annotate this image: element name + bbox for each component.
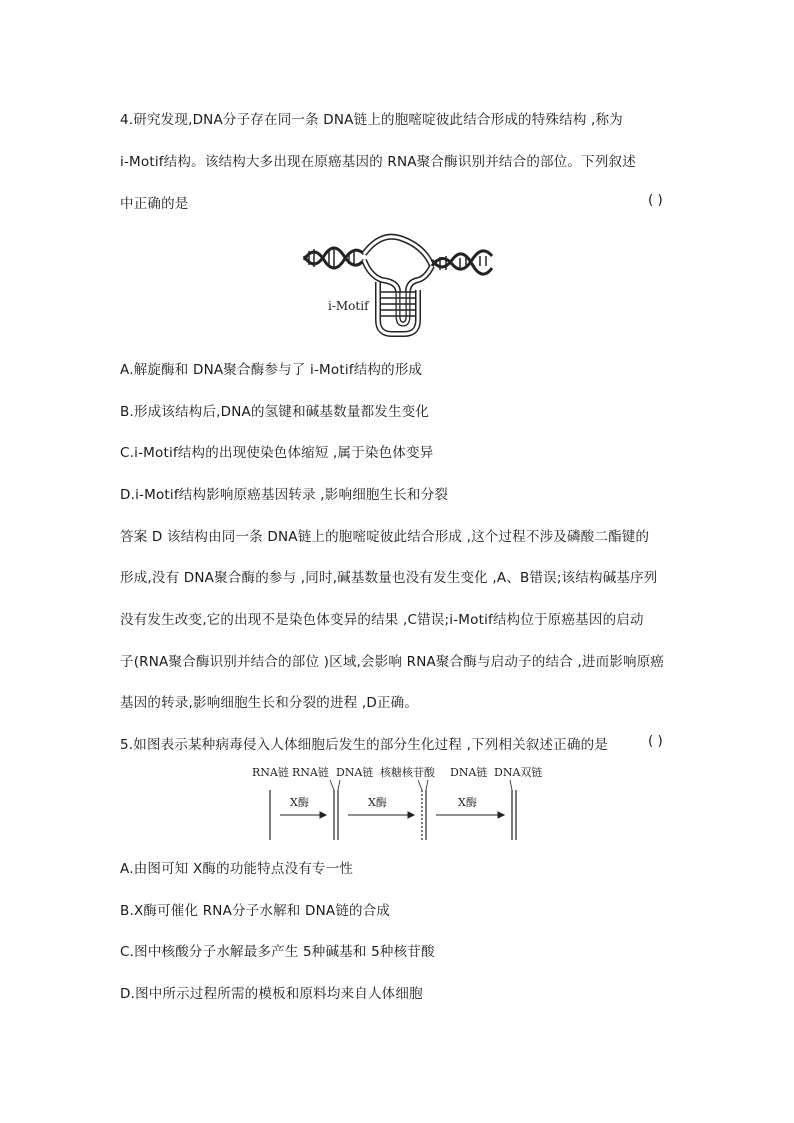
q4-answer-line-1: 答案 D 该结构由同一条 DNA链上的胞嘧啶彼此结合形成 ,这个过程不涉及磷酸二酯键的 — [120, 529, 650, 545]
q4-answer-line-4: 子(RNA聚合酶识别并结合的部位 )区域,会影响 RNA聚合酶与启动子的结合 ,进而影响原癌 — [120, 654, 665, 670]
q4-option-c: C.i-Motif结构的出现使染色体缩短 ,属于染色体变异 — [120, 445, 434, 461]
enzyme-label-1: X酶 — [290, 796, 309, 809]
label-dna-1: DNA链 — [336, 766, 374, 779]
q4-stem-line-2: i-Motif结构。该结构大多出现在原癌基因的 RNA聚合酶识别并结合的部位。下列叙述 — [120, 154, 636, 170]
q5-option-d: D.图中所示过程所需的模板和原料均来自人体细胞 — [120, 986, 423, 1002]
i-motif-figure — [300, 230, 496, 342]
label-dna-double: DNA双链 — [494, 766, 543, 779]
q4-answer-blank: ( ) — [648, 192, 663, 208]
q5-option-a: A.由图可知 X酶的功能特点没有专一性 — [120, 861, 354, 877]
enzyme-label-3: X酶 — [458, 796, 477, 809]
q4-option-a: A.解旋酶和 DNA聚合酶参与了 i-Motif结构的形成 — [120, 362, 423, 378]
q5-answer-blank: ( ) — [648, 733, 663, 749]
q4-stem-line-3: 中正确的是 — [120, 196, 189, 212]
enzyme-process-diagram — [240, 760, 552, 846]
label-ribonucleotide: 核糖核苷酸 — [380, 766, 435, 779]
q4-option-d: D.i-Motif结构影响原癌基因转录 ,影响细胞生长和分裂 — [120, 487, 449, 503]
q5-stem: 5.如图表示某种病毒侵入人体细胞后发生的部分生化过程 ,下列相关叙述正确的是 — [120, 737, 609, 753]
label-rna-2: RNA链 — [292, 766, 329, 779]
q4-answer-line-3: 没有发生改变,它的出现不是染色体变异的结果 ,C错误;i-Motif结构位于原癌基因的启动 — [120, 612, 644, 628]
q5-option-c: C.图中核酸分子水解最多产生 5种碱基和 5种核苷酸 — [120, 944, 435, 960]
q4-option-b: B.形成该结构后,DNA的氢键和碱基数量都发生变化 — [120, 404, 430, 420]
q4-answer-line-2: 形成,没有 DNA聚合酶的参与 ,同时,碱基数量也没有发生变化 ,A、B错误;该结构碱基序列 — [120, 570, 658, 586]
q5-option-b: B.X酶可催化 RNA分子水解和 DNA链的合成 — [120, 903, 391, 919]
q4-stem-line-1: 4.研究发现,DNA分子存在同一条 DNA链上的胞嘧啶彼此结合形成的特殊结构 ,称为 — [120, 112, 623, 128]
label-dna-2: DNA链 — [450, 766, 488, 779]
label-rna-1: RNA链 — [252, 766, 289, 779]
enzyme-label-2: X酶 — [368, 796, 387, 809]
i-motif-label: i-Motif — [328, 299, 369, 313]
q4-answer-line-5: 基因的转录,影响细胞生长和分裂的进程 ,D正确。 — [120, 695, 419, 711]
